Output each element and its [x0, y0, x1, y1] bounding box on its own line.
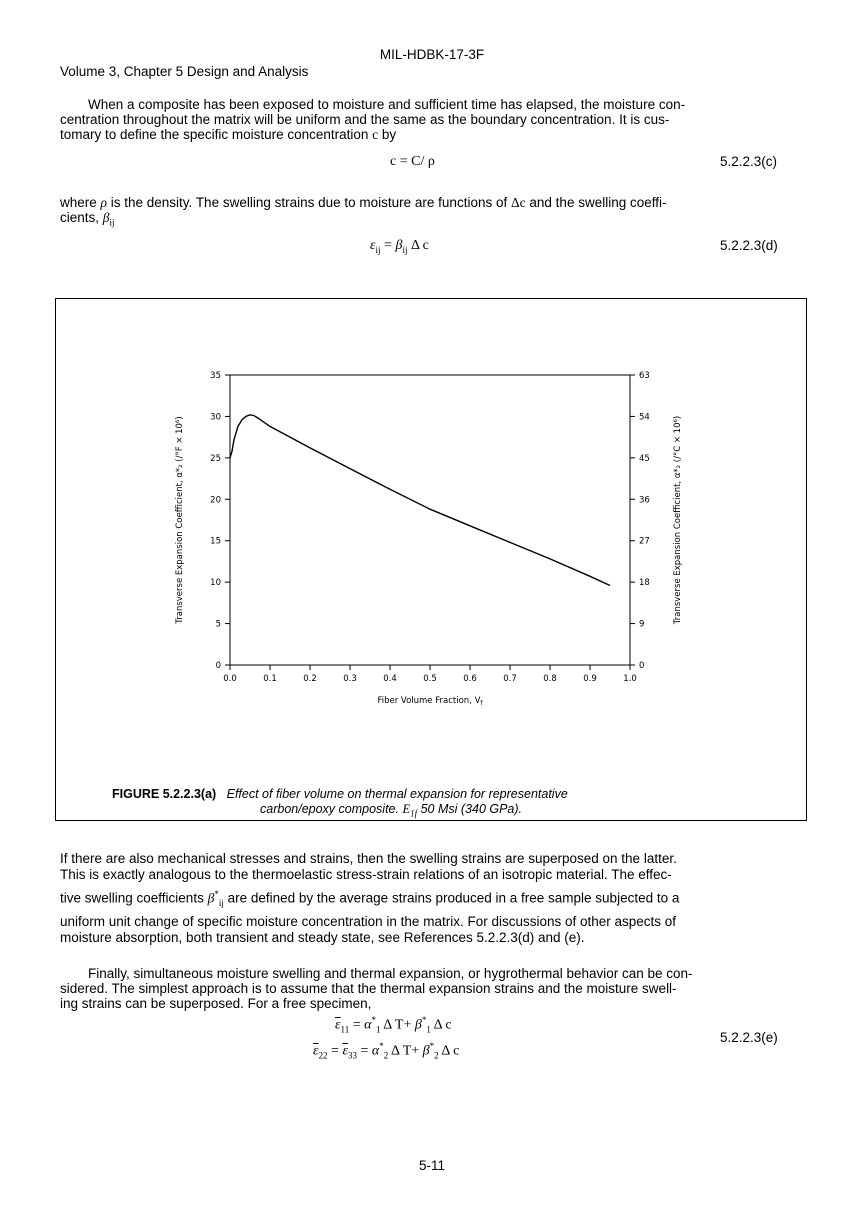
equation-e-number: 5.2.2.3(e): [720, 1030, 778, 1045]
x-tick-label: 0.8: [543, 674, 557, 684]
y-axis-label-left: Transverse Expansion Coefficient, α*₂ (/°F × 10⁶): [175, 416, 185, 624]
y-tick-label-right: 18: [639, 578, 650, 589]
x-tick-label: 0.5: [423, 674, 437, 684]
x-tick-label: 0.2: [303, 674, 317, 684]
expansion-coefficient-chart: [160, 335, 700, 715]
caption-line2: carbon/epoxy composite. $E_{1f}$ 50 Msi (340 GPa).: [260, 802, 523, 819]
x-tick-label: 0.6: [463, 674, 477, 684]
para1-line3: tomary to define the specific moisture concentration c by: [60, 127, 397, 142]
equation-d-number: 5.2.2.3(d): [720, 238, 778, 253]
x-tick-label: 0.7: [503, 674, 517, 684]
series-line: [230, 415, 610, 586]
x-tick-label: 0.3: [343, 674, 357, 684]
para4-line2: sidered. The simplest approach is to assume that the thermal expansion strains and the moisture swell-: [60, 981, 677, 996]
paragraph-hygrothermal: [60, 966, 805, 1011]
x-tick-label: 0.0: [223, 674, 237, 684]
y-tick-label-right: 36: [639, 495, 650, 506]
para3-line1: If there are also mechanical stresses and strains, then the swelling strains are superposed on the latter.: [60, 851, 677, 866]
y-tick-label-left: 35: [210, 371, 221, 381]
x-axis-label: Fiber Volume Fraction, $V_f$: [377, 696, 483, 707]
y-axis-label-right: Transverse Expansion Coefficient, α*₂ (/°C × 10⁶): [673, 415, 683, 625]
page-number: 5-11: [418, 1158, 446, 1173]
volume-chapter-header: Volume 3, Chapter 5 Design and Analysis: [60, 64, 309, 79]
y-tick-label-right: 54: [639, 412, 650, 423]
y-tick-label-left: 30: [210, 412, 221, 423]
para4-line1: Finally, simultaneous moisture swelling and thermal expansion, or hygrothermal behavior can be con-: [88, 966, 693, 981]
y-tick-label-right: 27: [639, 536, 650, 547]
equation-e-line1: $\overline{\varepsilon}_{11} = \alpha^*_1$ Δ $T+ \beta^*_1$ Δ c: [335, 1015, 452, 1035]
para1-line1: When a composite has been exposed to moisture and sufficient time has elapsed, the moisture con-: [88, 97, 686, 112]
equation-c-number: 5.2.2.3(c): [720, 154, 778, 169]
y-tick-label-left: 25: [210, 453, 221, 464]
y-tick-label-left: 0: [215, 661, 221, 671]
x-tick-label: 0.1: [263, 674, 277, 684]
equation-c: c = C/ ρ: [390, 154, 435, 169]
para1-line2: centration throughout the matrix will be uniform and the same as the boundary concentration. It is cus-: [60, 112, 670, 127]
y-tick-label-left: 5: [215, 619, 221, 630]
para3-line3: tive swelling coefficients $\beta^*_{ij}$ are defined by the average strains produced in a free sample subjected to a: [60, 889, 680, 909]
para2-line1: where ρ is the density. The swelling strains due to moisture are functions of Δc and the swelling coeffi-: [60, 195, 667, 210]
y-tick-label-right: 0: [639, 661, 645, 671]
y-tick-label-right: 9: [639, 619, 645, 630]
y-tick-label-right: 63: [639, 371, 650, 381]
para3-line2: This is exactly analogous to the thermoelastic stress-strain relations of an isotropic material. The effec-: [60, 867, 672, 882]
equation-d: $\varepsilon_{ij} = \beta_{ij}$ Δ c: [370, 238, 429, 255]
x-tick-label: 0.9: [583, 674, 597, 684]
figure-caption: [112, 787, 568, 822]
caption-line1: FIGURE 5.2.2.3(a) Effect of fiber volume on thermal expansion for representative: [112, 787, 568, 801]
y-tick-label-right: 45: [639, 453, 650, 464]
x-tick-label: 0.4: [383, 674, 397, 684]
figure-label: FIGURE 5.2.2.3(a): [112, 787, 217, 801]
document-id: MIL-HDBK-17-3F: [379, 47, 485, 62]
x-tick-label: 1.0: [623, 674, 637, 684]
y-tick-label-left: 20: [210, 495, 221, 506]
y-tick-label-left: 15: [210, 536, 221, 547]
paragraph-swelling-strains: [60, 195, 805, 231]
para2-line2: cients, $\beta_{ij}$: [60, 210, 115, 228]
paragraph-mechanical-stresses: [60, 851, 805, 946]
paragraph-moisture-concentration: [60, 97, 805, 142]
equation-e-line2: $\overline{\varepsilon}_{22} = \overline{\varepsilon}_{33} = \alpha^*_2$ Δ $T+ \beta^*_2$ Δ c: [313, 1041, 460, 1061]
para3-line4: uniform unit change of specific moisture concentration in the matrix. For discussions of other aspects of: [60, 914, 677, 930]
y-tick-label-left: 10: [210, 578, 221, 589]
para4-line3: ing strains can be superposed. For a free specimen,: [60, 996, 372, 1011]
para3-line5: moisture absorption, both transient and steady state, see References 5.2.2.3(d) and (e).: [60, 930, 585, 946]
